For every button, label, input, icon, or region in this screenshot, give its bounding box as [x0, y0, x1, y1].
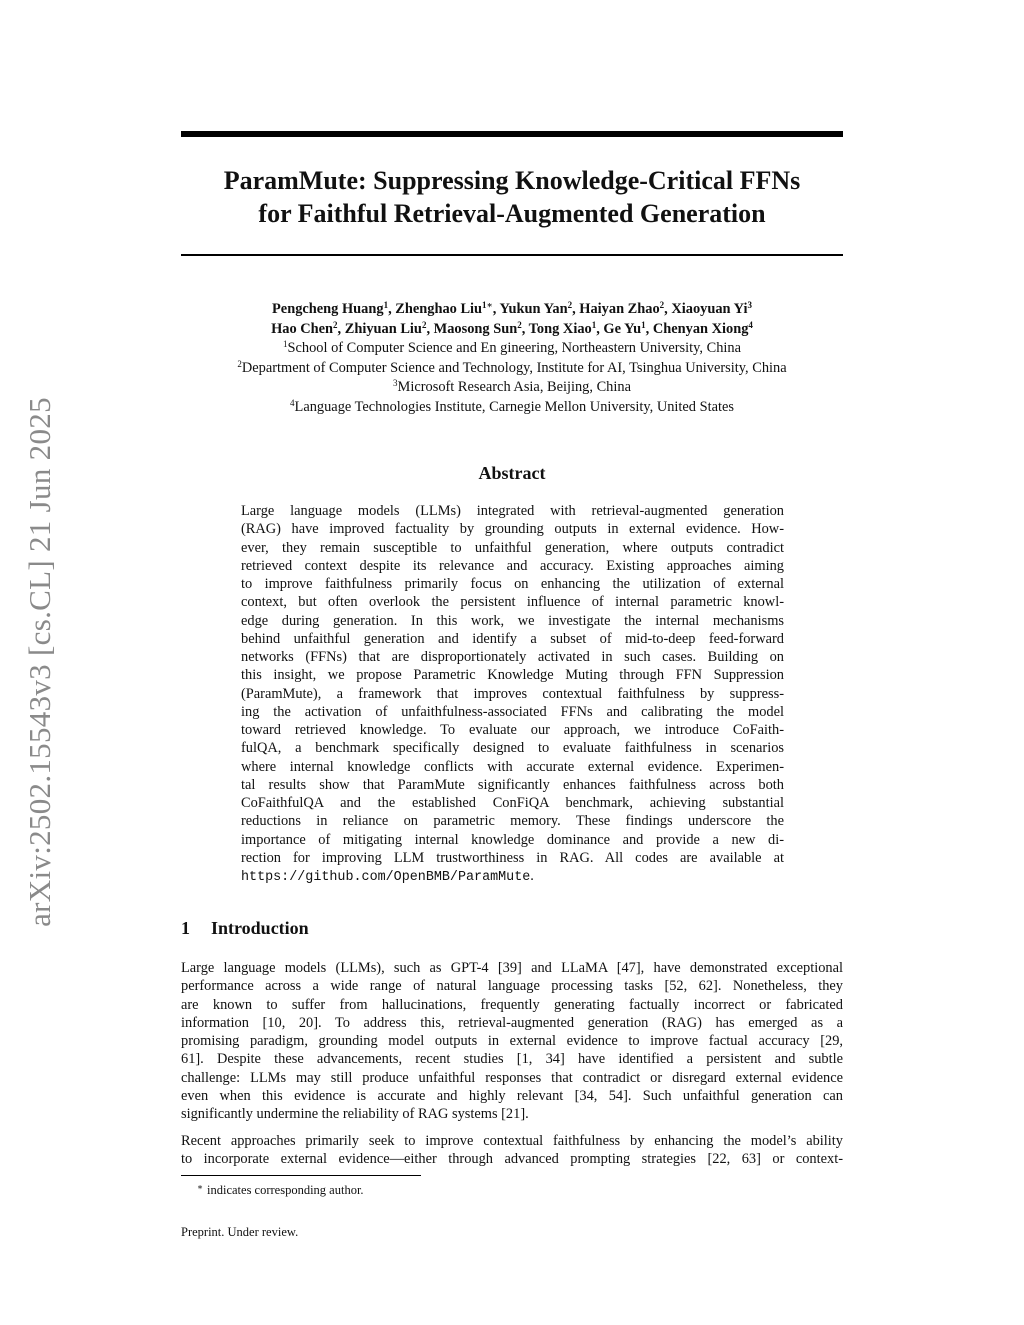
author-row-1: Pengcheng Huang$^1$, Zhenghao Liu$^{1∗}$, Yukun Yan$^2$, Haiyan Zhao$^2$, Xiaoyuan Yi$^3$ [272, 300, 752, 317]
intro-line: Recent approaches primarily seek to improve contextual faithfulness by enhancing the model’s ability [181, 1133, 843, 1149]
abstract-line: ing the activation of unfaithfulness-associated FFNs and calibrating the model [241, 703, 784, 720]
intro-line: information [10, 20]. To address this, retrieval-augmented generation (RAG) has emerged as a [181, 1014, 843, 1031]
affiliation-text: Microsoft Research Asia, Beijing, China [397, 379, 631, 395]
author-affiliation-mark: 1∗ [482, 300, 493, 310]
author-block [150, 300, 874, 417]
title-rule-bottom [181, 254, 843, 256]
abstract-line: CoFaithfulQA and the established ConFiQA benchmark, achieving substantial [241, 795, 784, 811]
author-name: Yukun Yan [499, 301, 568, 317]
intro-line: to incorporate external evidence—either through advanced prompting strategies [22, 63] or context- [181, 1151, 843, 1168]
affiliation-list [150, 339, 874, 417]
author-name: Xiaoyuan Yi [671, 301, 748, 317]
intro-line: significantly undermine the reliability of RAG systems [21]. [181, 1106, 529, 1123]
author-name: Pengcheng Huang [272, 301, 384, 317]
author-affiliation-mark: 4 [748, 319, 753, 330]
author-affiliation-mark: 1 [383, 300, 389, 310]
intro-line: 61]. Despite these advancements, recent studies [1, 34] have identified a persistent and subtle [181, 1051, 843, 1068]
paper-title [181, 164, 843, 230]
abstract-line: (RAG) have improved factuality by grounding outputs in external evidence. How- [241, 521, 784, 538]
footnote-text: indicates corresponding author. [207, 1183, 364, 1197]
author-affiliation-mark: 2 [659, 300, 665, 310]
abstract-line: (ParamMute), a framework that improves contextual faithfulness by suppress- [241, 685, 784, 702]
intro-paragraph-1 [181, 959, 843, 1124]
author-affiliation-mark: 2 [333, 319, 338, 330]
abstract-line: retrieved context despite its relevance and accuracy. Existing approaches aiming [241, 557, 784, 574]
author-name: Haiyan Zhao [579, 301, 660, 317]
footnote [181, 1180, 364, 1198]
title-line-2: for Faithful Retrieval-Augmented Generation [258, 199, 766, 228]
abstract-line [241, 867, 784, 887]
author-affiliation-mark: 2 [567, 300, 573, 310]
abstract-body [241, 502, 784, 887]
abstract-line: to improve faithfulness primarily focus on enhancing the utilization of external [241, 576, 784, 592]
affiliation [150, 339, 874, 359]
abstract-url-suffix: . [530, 868, 534, 884]
preprint-notice: Preprint. Under review. [181, 1225, 299, 1239]
abstract-line: Large language models (LLMs) integrated with retrieval-augmented generation [241, 503, 784, 519]
affiliation-mark: 2 [237, 358, 242, 369]
abstract-line: context, but often overlook the persistent influence of internal parametric knowl- [241, 594, 784, 611]
affiliation-mark: 4 [290, 397, 295, 408]
section-number: 1 [181, 918, 190, 938]
arxiv-id[interactable]: arXiv:2502.15543v3 [cs.CL] 21 Jun 2025 [22, 397, 57, 927]
abstract-line: importance of mitigating internal knowledge dominance and provide a new di- [241, 831, 784, 848]
abstract-line: fulQA, a benchmark specifically designed to evaluate faithfulness in scenarios [241, 740, 784, 757]
author-name: Ge Yu [603, 320, 642, 337]
section-title: Introduction [211, 918, 309, 938]
author-affiliation-mark: 3 [747, 300, 752, 310]
author-affiliation-mark: 1 [641, 319, 646, 330]
author-affiliation-mark: 1 [591, 319, 597, 330]
author-name: Tong Xiao [528, 320, 592, 337]
intro-line: performance across a wide range of natural language processing tasks [52, 62]. Nonetheless, they [181, 978, 843, 995]
affiliation-text: School of Computer Science and En gineering, Northeastern University, China [287, 340, 741, 356]
section-heading [181, 917, 309, 939]
author-name: Chenyan Xiong [652, 320, 749, 337]
author-name: Zhenghao Liu [395, 301, 483, 317]
intro-paragraph-2 [181, 1132, 843, 1169]
abstract-line: behind unfaithful generation and identify a subset of mid-to-deep feed-forward [241, 630, 784, 647]
title-rule-top [181, 131, 843, 137]
intro-line: even when this evidence is accurate and highly relevant [34, 54]. Such unfaithful generation can [181, 1088, 843, 1105]
abstract-line: this insight, we propose Parametric Knowledge Muting through FFN Suppression [241, 667, 784, 684]
abstract-line: ever, they remain susceptible to unfaithful generation, where outputs contradict [241, 539, 784, 556]
affiliation-text: Department of Computer Science and Technology, Institute for AI, Tsinghua University, China [241, 359, 787, 376]
abstract-line: networks (FFNs) that are disproportionately activated in such cases. Building on [241, 649, 784, 665]
intro-line: Large language models (LLMs), such as GPT-4 [39] and LLaMA [47], have demonstrated exceptional [181, 960, 843, 976]
author-affiliation-mark: 2 [421, 319, 427, 330]
author-name: Hao Chen [271, 320, 334, 337]
author-name: Zhiyuan Liu [344, 320, 422, 337]
affiliation [150, 398, 874, 418]
affiliation-text: Language Technologies Institute, Carnegie Mellon University, United States [294, 398, 734, 415]
abstract-line: tal results show that ParamMute significantly enhances faithfulness across both [241, 776, 784, 793]
author-affiliation-mark: 2 [517, 319, 522, 330]
affiliation-mark: 1 [283, 339, 288, 349]
author-name: Maosong Sun [433, 320, 518, 337]
intro-line: challenge: LLMs may still produce unfaithful responses that contradict or disregard external evidence [181, 1069, 843, 1086]
affiliation [150, 378, 874, 398]
abstract-line: where internal knowledge conflicts with accurate external evidence. Experimen- [241, 758, 784, 775]
footnote-mark: ∗ [196, 1182, 203, 1192]
intro-line: are known to suffer from hallucinations, frequently generating factually incorrect or fabricated [181, 996, 843, 1013]
abstract-heading: Abstract [478, 463, 546, 483]
abstract-line: reductions in reliance on parametric memory. These findings underscore the [241, 813, 784, 830]
intro-line: promising paradigm, grounding model outputs in external evidence to improve factual accuracy [29, [181, 1033, 843, 1050]
abstract-line: edge during generation. In this work, we investigate the internal mechanisms [241, 612, 784, 629]
affiliation [150, 359, 874, 379]
title-line-1: ParamMute: Suppressing Knowledge-Critical FFNs [223, 166, 801, 195]
abstract-line: toward retrieved knowledge. To evaluate our approach, we introduce CoFaith- [241, 722, 784, 738]
author-row-2: Hao Chen$^2$, Zhiyuan Liu$^2$, Maosong Sun$^2$, Tong Xiao$^1$, Ge Yu$^1$, Chenyan Xiong$^4$ [271, 319, 753, 337]
code-link[interactable]: https://github.com/OpenBMB/ParamMute [241, 870, 531, 885]
footnote-rule [181, 1175, 421, 1176]
affiliation-mark: 3 [393, 378, 398, 388]
abstract-line: rection for improving LLM trustworthiness in RAG. All codes are available at [241, 849, 784, 866]
